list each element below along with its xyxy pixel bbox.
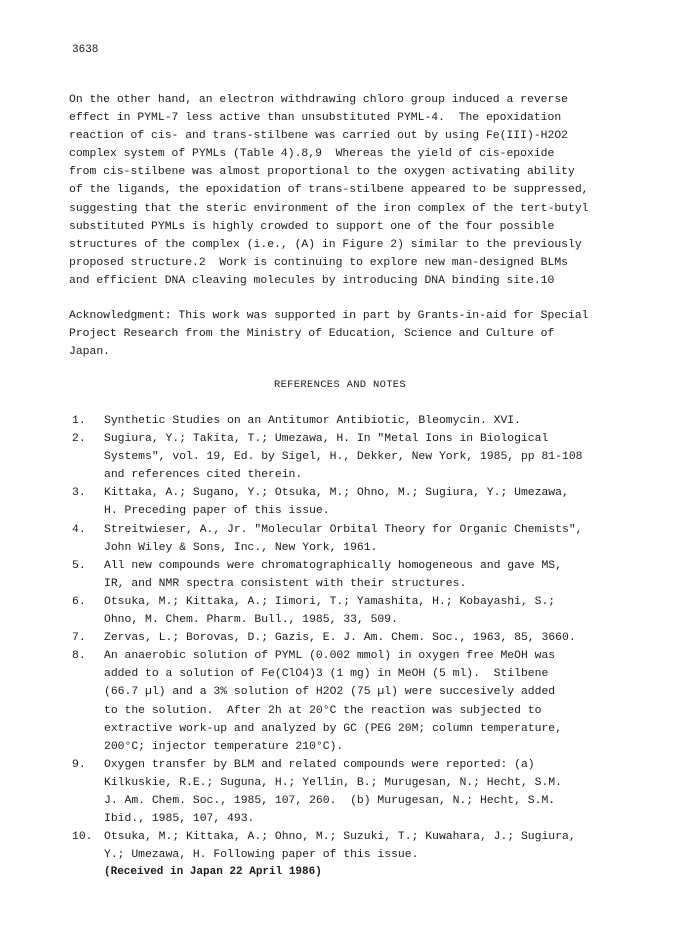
reference-line: J. Am. Chem. Soc., 1985, 107, 260. (b) Murugesan, N.; Hecht, S.M. <box>104 794 556 807</box>
body-line: structures of the complex (i.e., (A) in Figure 2) similar to the previously <box>69 238 582 251</box>
reference-item <box>72 412 632 430</box>
ack-line: Acknowledgment: This work was supported in part by Grants-in-aid for Special <box>69 310 589 322</box>
reference-item <box>72 647 632 756</box>
reference-line: Systems", vol. 19, Ed. by Sigel, H., Dekker, New York, 1985, pp 81-108 <box>104 451 583 464</box>
reference-item <box>72 521 632 557</box>
body-line: reaction of cis- and trans-stilbene was carried out by using Fe(III)-H2O2 <box>69 130 568 143</box>
ack-line: Project Research from the Ministry of Education, Science and Culture of <box>69 328 555 341</box>
reference-line: All new compounds were chromatographically homogeneous and gave MS, <box>104 559 562 572</box>
reference-item <box>72 557 632 593</box>
received-date: (Received in Japan 22 April 1986) <box>104 866 322 878</box>
reference-line: An anaerobic solution of PYML (0.002 mmol) in oxygen free MeOH was <box>104 650 556 663</box>
body-line: On the other hand, an electron withdrawing chloro group induced a reverse <box>69 94 568 106</box>
body-line: and efficient DNA cleaving molecules by introducing DNA binding site.10 <box>69 274 555 287</box>
reference-number: 1. <box>72 415 86 427</box>
reference-line: Sugiura, Y.; Takita, T.; Umezawa, H. In "Metal Ions in Biological <box>104 433 549 446</box>
reference-number: 8. <box>72 650 86 663</box>
reference-line: Oxygen transfer by BLM and related compounds were reported: (a) <box>104 758 535 771</box>
reference-item <box>72 828 632 864</box>
body-line: from cis-stilbene was almost proportional to the oxygen activating ability <box>69 166 575 179</box>
reference-line: John Wiley & Sons, Inc., New York, 1961. <box>104 541 378 554</box>
reference-line: Streitwieser, A., Jr. "Molecular Orbital Theory for Organic Chemists", <box>104 523 583 536</box>
reference-line: Kittaka, A.; Sugano, Y.; Otsuka, M.; Ohno, M.; Sugiura, Y.; Umezawa, <box>104 487 569 500</box>
reference-item <box>72 593 632 629</box>
reference-number: 10. <box>72 831 93 844</box>
acknowledgment-paragraph <box>69 307 629 361</box>
reference-line: Ibid., 1985, 107, 493. <box>104 813 255 826</box>
page-number: 3638 <box>72 44 99 56</box>
body-line: of the ligands, the epoxidation of trans-stilbene appeared to be suppressed, <box>69 184 589 197</box>
body-line: suggesting that the steric environment of the iron complex of the tert-butyl <box>69 202 589 215</box>
reference-line: 200°C; injector temperature 210°C). <box>104 740 344 753</box>
reference-line: Y.; Umezawa, H. Following paper of this issue. <box>104 849 419 862</box>
body-line: complex system of PYMLs (Table 4).8,9 Whereas the yield of cis-epoxide <box>69 148 555 161</box>
body-line: proposed structure.2 Work is continuing to explore new man-designed BLMs <box>69 256 568 269</box>
reference-line: to the solution. After 2h at 20°C the reaction was subjected to <box>104 704 542 717</box>
reference-number: 2. <box>72 433 86 446</box>
body-line: substituted PYMLs is highly crowded to support one of the four possible <box>69 220 555 233</box>
reference-line: Synthetic Studies on an Antitumor Antibiotic, Bleomycin. XVI. <box>104 415 521 427</box>
reference-line: added to a solution of Fe(ClO4)3 (1 mg) in MeOH (5 ml). Stilbene <box>104 668 549 681</box>
reference-line: (66.7 µl) and a 3% solution of H2O2 (75 µl) were succesively added <box>104 686 556 699</box>
reference-line: Otsuka, M.; Kittaka, A.; Ohno, M.; Suzuki, T.; Kuwahara, J.; Sugiura, <box>104 831 576 844</box>
reference-number: 6. <box>72 595 86 608</box>
reference-line: IR, and NMR spectra consistent with their structures. <box>104 577 467 590</box>
reference-item <box>72 430 632 484</box>
reference-number: 9. <box>72 758 86 771</box>
reference-line: extractive work-up and analyzed by GC (PEG 20M; column temperature, <box>104 722 562 735</box>
reference-number: 5. <box>72 559 86 572</box>
reference-item <box>72 756 632 828</box>
references-heading: REFERENCES AND NOTES <box>273 379 407 391</box>
ack-line: Japan. <box>69 346 111 359</box>
reference-line: H. Preceding paper of this issue. <box>104 505 330 518</box>
reference-line: Zervas, L.; Borovas, D.; Gazis, E. J. Am. Chem. Soc., 1963, 85, 3660. <box>104 632 576 645</box>
reference-line: Ohno, M. Chem. Pharm. Bull., 1985, 33, 509. <box>104 614 398 627</box>
reference-item <box>72 484 632 520</box>
reference-number: 3. <box>72 487 86 500</box>
references-list <box>72 412 632 864</box>
body-line: effect in PYML-7 less active than unsubstituted PYML-4. The epoxidation <box>69 112 562 125</box>
reference-number: 4. <box>72 523 86 536</box>
reference-number: 7. <box>72 632 86 645</box>
reference-line: Otsuka, M.; Kittaka, A.; Iimori, T.; Yamashita, H.; Kobayashi, S.; <box>104 595 556 608</box>
reference-line: Kilkuskie, R.E.; Suguna, H.; Yellin, B.; Murugesan, N.; Hecht, S.M. <box>104 776 562 789</box>
reference-line: and references cited therein. <box>104 469 303 482</box>
reference-item <box>72 629 632 647</box>
body-paragraph <box>69 91 629 290</box>
